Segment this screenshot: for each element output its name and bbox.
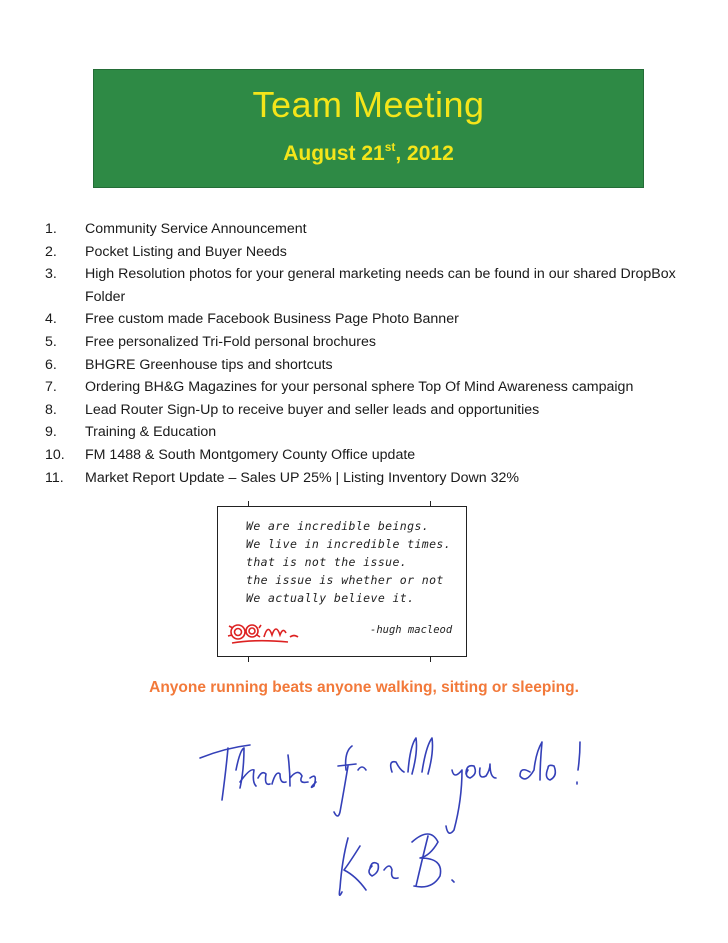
agenda-item-text: BHGRE Greenhouse tips and shortcuts bbox=[85, 356, 333, 373]
date-suffix: st bbox=[384, 140, 396, 154]
quote-signature: -hugh macleod bbox=[370, 624, 453, 636]
agenda-item-number: 11. bbox=[45, 469, 64, 486]
quote-line: We are incredible beings. bbox=[246, 519, 430, 533]
quote-line: the issue is whether or not bbox=[246, 573, 444, 587]
agenda-item-text: Ordering BH&G Magazines for your personal sphere Top Of Mind Awareness campaign bbox=[85, 379, 634, 396]
agenda-item-text: Market Report Update – Sales UP 25% | Listing Inventory Down 32% bbox=[85, 469, 520, 486]
motto-text: Anyone running beats anyone walking, sitting or sleeping. bbox=[149, 679, 579, 696]
agenda-item-text: Pocket Listing and Buyer Needs bbox=[85, 243, 287, 260]
agenda-item-number: 8. bbox=[45, 401, 57, 418]
agenda-item-number: 3. bbox=[45, 266, 57, 283]
agenda-item-text: Training & Education bbox=[85, 424, 217, 441]
quote-line: We actually believe it. bbox=[246, 591, 415, 605]
agenda-item-text: FM 1488 & South Montgomery County Office update bbox=[85, 446, 416, 463]
agenda-item-number: 4. bbox=[45, 311, 57, 328]
agenda-item-number: 7. bbox=[45, 379, 57, 396]
agenda-item-text: Free custom made Facebook Business Page Photo Banner bbox=[85, 311, 459, 328]
agenda-item-number: 9. bbox=[45, 424, 57, 441]
agenda-item-number: 6. bbox=[45, 356, 57, 373]
quote-line: that is not the issue. bbox=[246, 555, 408, 569]
page-title: Team Meeting bbox=[252, 84, 485, 125]
closing-message bbox=[0, 0, 1, 1]
quote-line: We live in incredible times. bbox=[246, 537, 452, 551]
agenda-item-text: Free personalized Tri-Fold personal brochures bbox=[85, 333, 376, 350]
date-year: , 2012 bbox=[395, 142, 454, 165]
agenda-item-text: Community Service Announcement bbox=[85, 221, 307, 237]
agenda-item-text: High Resolution photos for your general marketing needs can be found in our shared DropBox Folder bbox=[85, 266, 676, 305]
date-main: August 21 bbox=[283, 142, 385, 165]
agenda-item-number: 1. bbox=[45, 221, 57, 237]
agenda-item-number: 5. bbox=[45, 333, 57, 350]
agenda-item-text: Lead Router Sign-Up to receive buyer and seller leads and opportunities bbox=[85, 401, 540, 418]
agenda-item-number: 10. bbox=[45, 446, 65, 463]
agenda-item-number: 2. bbox=[45, 243, 57, 260]
